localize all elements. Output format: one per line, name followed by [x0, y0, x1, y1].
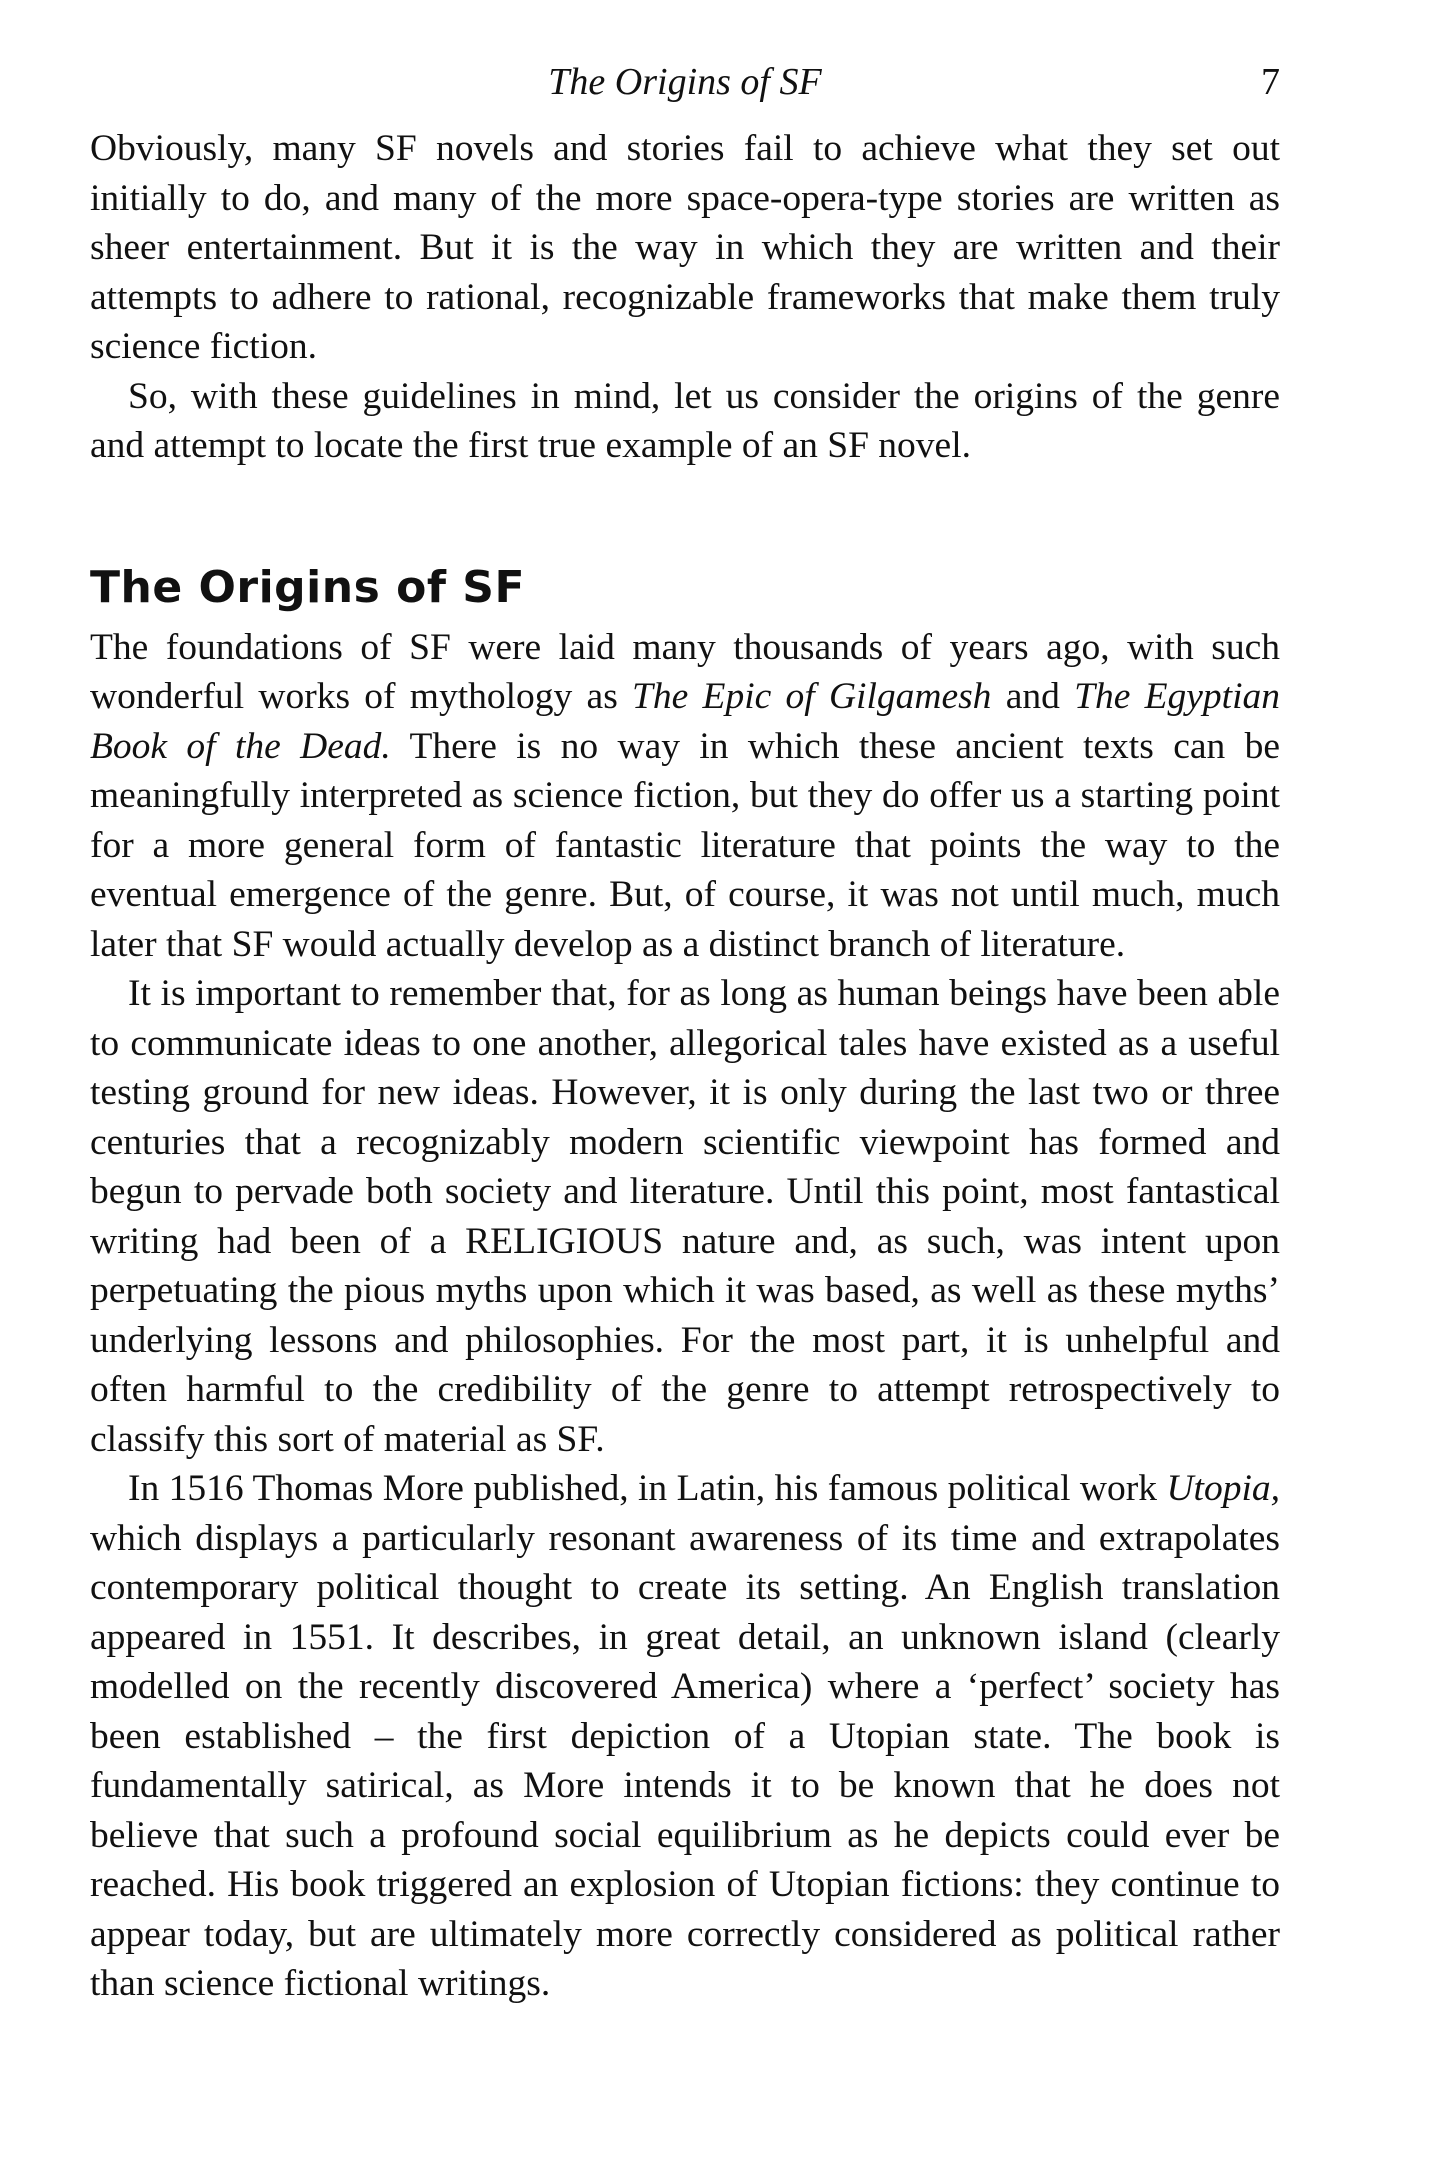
- intro-paragraph-1: Obviously, many SF novels and stories fail to achieve what they set out initially to do, and many of the more space-opera-type stories are written as sheer entertainment. But it is the way in which they are written and their attempts to adhere to rational, recognizable frameworks that make them truly science fiction.: [90, 128, 1280, 367]
- intro-paragraph-2: So, with these guidelines in mind, let us consider the origins of the genre and attempt to locate the first true example of an SF novel.: [90, 375, 1280, 466]
- book-title-utopia: Utopia,: [1166, 1468, 1280, 1509]
- intro-text: [90, 124, 1280, 471]
- book-title-gilgamesh: The Epic of Gilgamesh: [632, 676, 992, 717]
- book-title-egyptian: The Egyptian Book of the Dead.: [90, 676, 1280, 767]
- section-paragraph-2: It is important to remember that, for as long as human beings have been able to communicate ideas to one another, allegorical tales have existed as a useful testing ground for new ideas. However, it is only during the last two or three centuries that a recognizably modern scientific viewpoint has formed and begun to pervade both society and literature. Until this point, most fantastical writing had been of a RELIGIOUS nature and, as such, was intent upon perpetuating the pious myths upon which it was based, as well as these myths’ underlying lessons and philosophies. For the most part, it is unhelpful and often harmful to the credibility of the genre to attempt retrospectively to classify this sort of material as SF.: [90, 973, 1280, 1460]
- section-paragraph-1: [90, 623, 1280, 970]
- paragraph-text: which displays a particularly resonant awareness of its time and extrapolates contemporary political thought to create its setting. An English translation appeared in 1551. It describes, in great detail, an unknown island (clearly modelled on the recently discovered America) where a ‘perfect’ society has been established – the first depiction of a Utopian state. The book is fundamentally satirical, as More intends it to be known that he does not believe that such a profound social equilibrium as he depicts could ever be reached. His book triggered an explosion of Utopian fictions: they continue to appear today, but are ultimately more correctly considered as political rather than science fictional writings.: [90, 1517, 1280, 2004]
- section-heading: The Origins of SF: [90, 561, 526, 613]
- running-head-title: The Origins of SF: [548, 61, 822, 103]
- paragraph-text: and: [991, 676, 1075, 717]
- paragraph-text: The foundations of SF were laid many thousands of years ago, with such wonderful works of mythology as: [90, 626, 1280, 717]
- section-paragraph-3: [90, 1464, 1280, 2009]
- book-page: [90, 60, 1280, 2009]
- page-number: 7: [1261, 61, 1280, 103]
- section-body: [90, 623, 1280, 2009]
- paragraph-text: In 1516 Thomas More published, in Latin, his famous political work: [128, 1468, 1167, 1509]
- paragraph-text: There is no way in which these ancient texts can be meaningfully interpreted as science fiction, but they do offer us a starting point for a more general form of fantastic literature that points the way to the eventual emergence of the genre. But, of course, it was not until much, much later that SF would actually develop as a distinct branch of literature.: [90, 725, 1281, 965]
- running-head: [90, 60, 1280, 124]
